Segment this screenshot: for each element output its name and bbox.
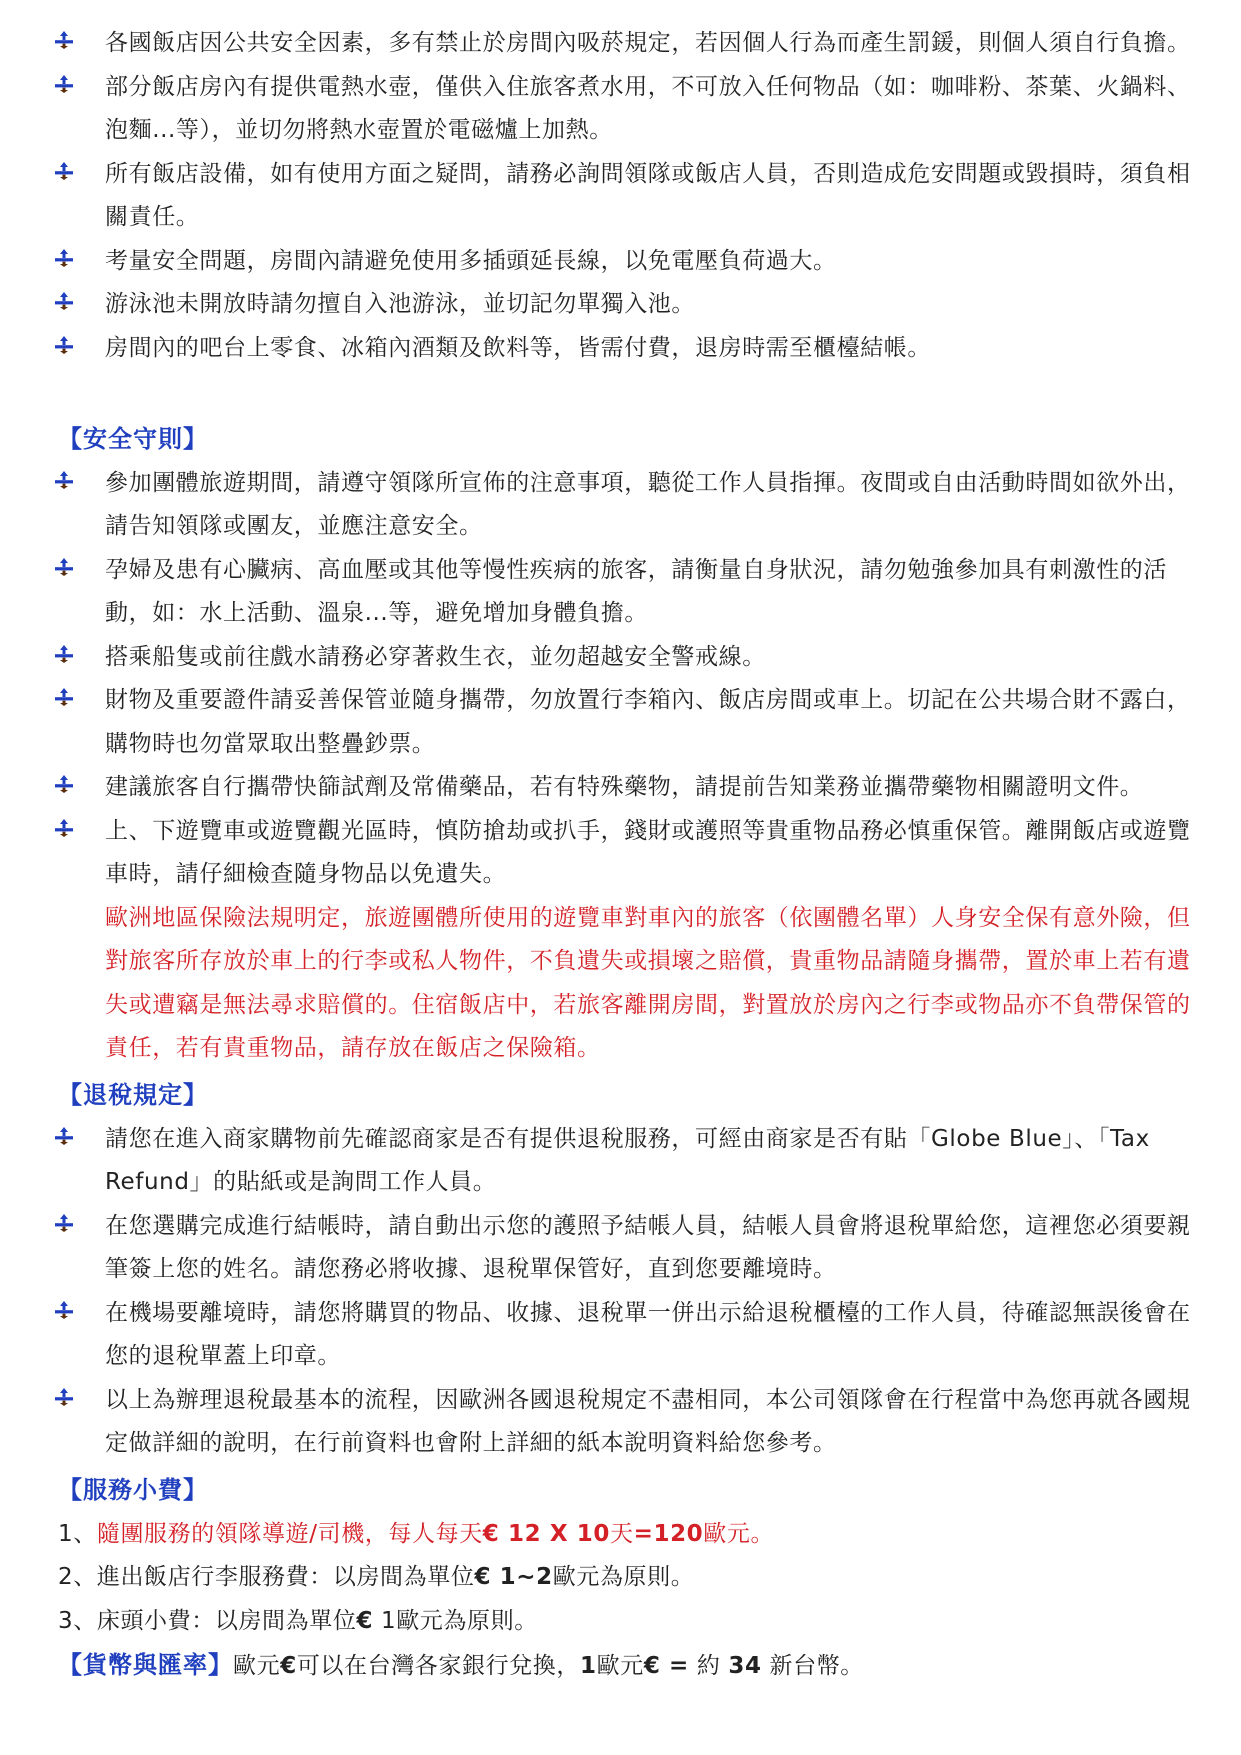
tax-section — [0, 1074, 1241, 1466]
list-item: 房間內的吧台上零食、冰箱內酒類及飲料等，皆需付費，退房時需至櫃檯結帳。 — [0, 327, 1241, 371]
list-item: 搭乘船隻或前往戲水請務必穿著救生衣，並勿超越安全警戒線。 — [0, 636, 1241, 680]
currency-section — [0, 1644, 1241, 1689]
list-item: 建議旅客自行攜帶快篩試劑及常備藥品，若有特殊藥物，請提前告知業務並攜帶藥物相關證明文件。 — [0, 766, 1241, 810]
list-item: 上、下遊覽車或遊覽觀光區時，慎防搶劫或扒手，錢財或護照等貴重物品務必慎重保管。離開飯店或遊覽車時，請仔細檢查隨身物品以免遺失。 — [0, 810, 1241, 897]
arrow-bullet-icon — [55, 558, 73, 576]
arrow-bullet-icon — [55, 775, 73, 793]
arrow-bullet-icon — [55, 645, 73, 663]
list-item: 考量安全問題，房間內請避免使用多插頭延長線，以免電壓負荷過大。 — [0, 240, 1241, 284]
list-item: 在機場要離境時，請您將購買的物品、收據、退稅單一併出示給退稅櫃檯的工作人員，待確認無誤後會在您的退稅單蓋上印章。 — [0, 1292, 1241, 1379]
tip-item: 1、隨團服務的領隊導遊/司機，每人每天€ 12 X 10天=120歐元。 — [58, 1520, 775, 1547]
tip-item: 3、床頭小費：以房間為單位€ 1歐元為原則。 — [58, 1607, 538, 1634]
arrow-bullet-icon — [55, 249, 73, 267]
list-item: 請您在進入商家購物前先確認商家是否有提供退稅服務，可經由商家是否有貼「Globe Blue」、「Tax Refund」的貼紙或是詢問工作人員。 — [0, 1118, 1241, 1205]
arrow-bullet-icon — [55, 1214, 73, 1232]
tips-section — [0, 1469, 1241, 1643]
insurance-notice: 歐洲地區保險法規明定，旅遊團體所使用的遊覽車對車內的旅客（依團體名單）人身安全保有意外險，但對旅客所存放於車上的行李或私人物件，不負遺失或損壞之賠償，貴重物品請隨身攜帶，置於車上若有遺失或遭竊是無法尋求賠償的。住宿飯店中，若旅客離開房間，對置放於房內之行李或物品亦不負帶保管的責任，若有貴重物品，請存放在飯店之保險箱。 — [105, 904, 1191, 1061]
list-item: 以上為辦理退稅最基本的流程，因歐洲各國退稅規定不盡相同，本公司領隊會在行程當中為您再就各國規定做詳細的說明，在行前資料也會附上詳細的紙本說明資料給您參考。 — [0, 1379, 1241, 1466]
list-item: 游泳池未開放時請勿擅自入池游泳，並切記勿單獨入池。 — [0, 283, 1241, 327]
arrow-bullet-icon — [55, 1127, 73, 1145]
tip-item: 2、進出飯店行李服務費：以房間為單位€ 1~2歐元為原則。 — [58, 1564, 695, 1590]
arrow-bullet-icon — [55, 75, 73, 93]
section-heading: 【服務小費】 — [58, 1476, 208, 1504]
arrow-bullet-icon — [55, 1388, 73, 1406]
arrow-bullet-icon — [55, 819, 73, 837]
arrow-bullet-icon — [55, 1301, 73, 1319]
arrow-bullet-icon — [55, 162, 73, 180]
section-heading: 【安全守則】 — [58, 425, 208, 453]
list-item: 孕婦及患有心臟病、高血壓或其他等慢性疾病的旅客，請衡量自身狀況，請勿勉強參加具有刺激性的活動，如：水上活動、溫泉...等，避免增加身體負擔。 — [0, 549, 1241, 636]
list-item: 部分飯店房內有提供電熱水壺，僅供入住旅客煮水用，不可放入任何物品（如：咖啡粉、茶葉、火鍋料、泡麵...等），並切勿將熱水壺置於電磁爐上加熱。 — [0, 66, 1241, 153]
section-heading: 【貨幣與匯率】 — [58, 1651, 233, 1679]
arrow-bullet-icon — [55, 336, 73, 354]
arrow-bullet-icon — [55, 688, 73, 706]
list-item: 所有飯店設備，如有使用方面之疑問，請務必詢問領隊或飯店人員，否則造成危安問題或毀損時，須負相關責任。 — [0, 153, 1241, 240]
arrow-bullet-icon — [55, 31, 73, 49]
list-item: 在您選購完成進行結帳時，請自動出示您的護照予結帳人員，結帳人員會將退稅單給您，這裡您必須要親筆簽上您的姓名。請您務必將收據、退稅單保管好，直到您要離境時。 — [0, 1205, 1241, 1292]
safety-section — [0, 418, 1241, 1071]
currency-line: 【貨幣與匯率】歐元€可以在台灣各家銀行兌換，1歐元€ = 約 34 新台幣。 — [58, 1651, 864, 1679]
list-item: 各國飯店因公共安全因素，多有禁止於房間內吸菸規定，若因個人行為而產生罰鍰，則個人須自行負擔。 — [0, 22, 1241, 66]
list-item: 財物及重要證件請妥善保管並隨身攜帶，勿放置行李箱內、飯店房間或車上。切記在公共場合財不露白，購物時也勿當眾取出整疊鈔票。 — [0, 679, 1241, 766]
section-heading: 【退稅規定】 — [58, 1081, 208, 1109]
arrow-bullet-icon — [55, 292, 73, 310]
list-item: 參加團體旅遊期間，請遵守領隊所宣佈的注意事項，聽從工作人員指揮。夜間或自由活動時間如欲外出，請告知領隊或團友，並應注意安全。 — [0, 462, 1241, 549]
lodging-list — [0, 22, 1241, 370]
arrow-bullet-icon — [55, 471, 73, 489]
